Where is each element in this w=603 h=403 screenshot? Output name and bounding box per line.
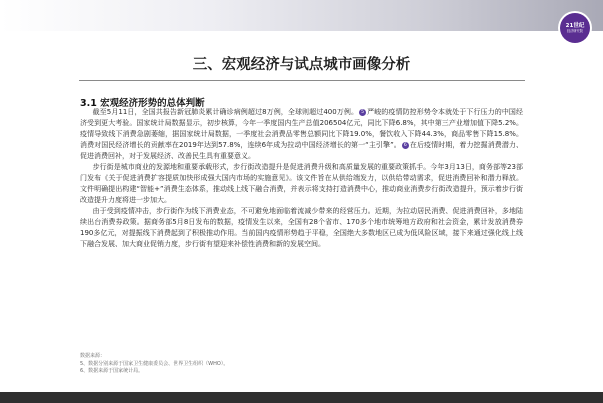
footnote-ref-5[interactable]: 5	[359, 109, 366, 116]
footnotes-label: 数据来源：	[80, 353, 106, 359]
section-heading: 3.1 宏观经济形势的总体判断	[80, 98, 205, 109]
footnote-ref-6[interactable]: 6	[402, 142, 409, 149]
paragraph-1-part-b: 严峻的疫情防控形势令本就处于下行压力的中国经济受到更大考验。国家统计局数据显示，初步核算，今年一季度国内生产总值206504亿元，同比下降6.8%，其中第三产业增加值下降5.2%。疫情导致线下消费急剧萎缩，据国家统计局数据，一季度社会消费品零售总额同比下降19.0%，餐饮收入下降44.3%，商品零售下降15.8%。消费对国民经济增长的贡献率在2019年达到57.8%，连续6年成为拉动中国经济增长的第一“主引擎”。	[80, 108, 523, 149]
paragraph-2: 步行街是城市商业的发源地和重要承载形式，步行街改造提升是促进消费升级和高质量发展的重要政策抓手。今年3月13日，商务部等23部门发布《关于促进消费扩容提质加快形成强大国内市场的实施意见》。该文件旨在从供给端发力，以供给带动需求，促进消费回补和潜力释放。文件明确提出构建“智能+”消费生态体系，推动线上线下融合消费，并表示将支持打造消费中心，推动商业消费步行街改造提升，预示着步行街改造提升力度将进一步加大。	[80, 163, 523, 204]
body-text	[80, 107, 523, 250]
logo-line2: 经济研究院	[567, 29, 583, 33]
footnote-5: 5、数据分别来源于国家卫生健康委员会、世界卫生组织（WHO）。	[80, 360, 229, 367]
footnotes	[80, 353, 523, 376]
header-bar	[0, 0, 603, 31]
logo	[560, 13, 590, 43]
title-divider	[79, 80, 525, 81]
footnote-6: 6、数据来源于国家统计局。	[80, 368, 144, 374]
logo-line1: 21世纪	[565, 23, 585, 29]
page-title: 三、宏观经济与试点城市画像分析	[192, 57, 411, 73]
paragraph-1-part-a: 截至5月11日，全国共报告新冠肺炎累计确诊病例超过8万例，全球则超过400万例。	[92, 108, 359, 116]
paragraph-3: 由于受到疫情冲击，步行街作为线下消费业态，不可避免地面临着流减少带来的经营压力。近期，为拉动居民消费、促进消费回补，多地陆续出台消费券政策。据商务部5月8日发布的数据，疫情发生以来，全国有28个省市、170多个地市统筹地方政府和社会资金，累计发放消费券190多亿元，对提振线下消费起到了积极推动作用。当前国内疫情形势趋于平稳，全国绝大多数地区已成为低风险区域，接下来通过强化线上线下融合发展、加大商业促销力度，步行街有望迎来补偿性消费和新的发展空间。	[80, 207, 523, 248]
paragraph-1	[80, 107, 523, 162]
paragraph-1-part-c: 在后疫情时期，着力挖掘消费潜力、促进消费回补，对于发展经济、改善民生具有重要意义。	[80, 141, 523, 160]
footer-bar	[0, 392, 603, 403]
